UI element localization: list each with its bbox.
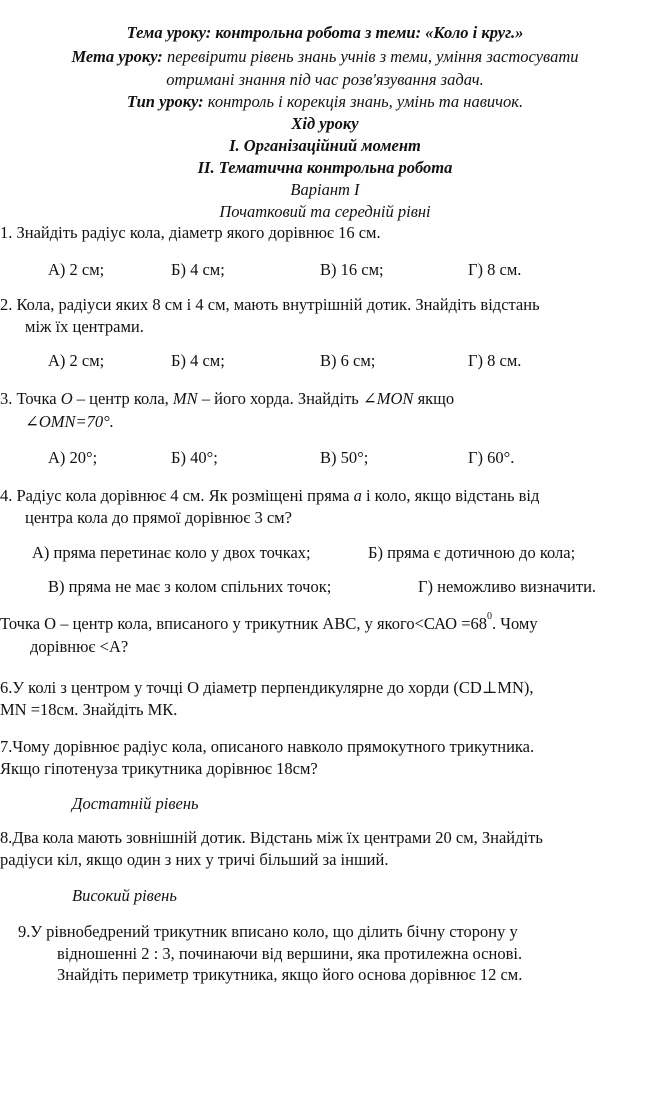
- task-4-option-c: В) пряма не має з колом спільних точок;: [48, 577, 332, 596]
- task-2-text-1: 2. Кола, радіуси яких 8 см і 4 см, мають внутрішній дотик. Знайдіть відстань: [0, 295, 540, 314]
- topic-text: контрольна робота з теми: «Коло і круг.»: [215, 23, 524, 42]
- goal-text-1: перевірити рівень знань учнів з теми, уміння застосувати: [166, 47, 579, 66]
- task-4-part-a: 4. Радіус кола дорівнює 4 см. Як розміщені пряма: [0, 486, 354, 505]
- task-4-option-b: Б) пряма є дотичною до кола;: [368, 543, 576, 562]
- goal-label: Мета уроку:: [71, 47, 163, 66]
- task-4-option-a: А) пряма перетинає коло у двох точках;: [32, 543, 311, 562]
- task-3-option-b: Б) 40°;: [171, 448, 218, 467]
- course-heading: Хід уроку: [291, 114, 359, 133]
- task-5-text-2: дорівнює <А?: [30, 637, 129, 656]
- task-4-line-a: а: [353, 486, 362, 505]
- task-9-text-2: відношенні 2 : 3, починаючи від вершини, яка протилежна основі.: [57, 944, 523, 963]
- task-3-part-a: 3. Точка: [0, 389, 61, 408]
- task-6-text-2: MN =18см. Знайдіть МК.: [0, 700, 178, 719]
- task-3-point-o: О: [60, 389, 73, 408]
- lesson-goal: [0, 46, 650, 67]
- task-1-option-a: А) 2 см;: [48, 260, 105, 279]
- task-3-option-a: А) 20°;: [48, 448, 98, 467]
- task-4-text-1: [0, 485, 539, 506]
- task-3-option-c: В) 50°;: [320, 448, 369, 467]
- topic-label: Тема уроку:: [126, 23, 212, 42]
- lesson-topic: [0, 22, 650, 43]
- task-2-text-2: між їх центрами.: [25, 317, 144, 336]
- type-label: Тип уроку:: [126, 92, 204, 111]
- task-2-option-c: В) 6 см;: [320, 351, 376, 370]
- lesson-type: [0, 91, 650, 112]
- level-2-heading: Достатній рівень: [72, 794, 199, 813]
- task-2-option-b: Б) 4 см;: [171, 351, 225, 370]
- task-9-text-1: 9.У рівнобедрений трикутник вписано коло, що ділить бічну сторону у: [18, 922, 518, 941]
- task-8-text-1: 8.Два кола мають зовнішній дотик. Відстань між їх центрами 20 см, Знайдіть: [0, 828, 543, 847]
- task-3-option-d: Г) 60°.: [468, 448, 515, 467]
- task-3-text-1: [0, 388, 454, 409]
- task-3-text-2: ∠OMN=70°.: [25, 412, 114, 431]
- task-1-option-c: В) 16 см;: [320, 260, 384, 279]
- task-3-part-e: – його хорда. Знайдіть ∠: [197, 389, 377, 408]
- goal-text-2: отримані знання під час розв'язування задач.: [166, 70, 484, 89]
- task-5-text-1: [0, 613, 538, 634]
- task-8-text-2: радіуси кіл, якщо один з них у тричі більший за інший.: [0, 850, 389, 869]
- task-2-option-d: Г) 8 см.: [468, 351, 522, 370]
- task-5-part-a: Точка О – центр кола, вписаного у трикутник АВС, у якого<САО =68: [0, 614, 488, 633]
- task-9-text-3: Знайдіть периметр трикутника, якщо його основа дорівнює 12 см.: [57, 965, 523, 984]
- variant-heading: Варіант І: [290, 180, 360, 199]
- task-4-option-d: Г) неможливо визначити.: [418, 577, 597, 596]
- level-heading: Початковий та середній рівні: [219, 202, 431, 221]
- task-6-text-1: 6.У колі з центром у точці О діаметр перпендикулярне до хорди (CD⊥MN),: [0, 678, 534, 697]
- task-1-text: 1. Знайдіть радіус кола, діаметр якого дорівнює 16 см.: [0, 223, 381, 242]
- task-3-part-c: – центр кола,: [72, 389, 173, 408]
- task-1-option-b: Б) 4 см;: [171, 260, 225, 279]
- task-1-option-d: Г) 8 см.: [468, 260, 522, 279]
- section-heading-1: І. Організаційний момент: [229, 136, 421, 155]
- task-7-text-2: Якщо гіпотенуза трикутника дорівнює 18см?: [0, 759, 318, 778]
- task-7-text-1: 7.Чому дорівнює радіус кола, описаного навколо прямокутного трикутника.: [0, 737, 535, 756]
- task-3-chord: MN: [172, 389, 198, 408]
- task-4-part-c: і коло, якщо відстань від: [361, 486, 540, 505]
- task-3-part-g: якщо: [413, 389, 455, 408]
- type-text: контроль і корекція знань, умінь та навичок.: [207, 92, 524, 111]
- section-heading-2: ІІ. Тематична контрольна робота: [197, 158, 453, 177]
- task-4-text-2: центра кола до прямої дорівнює 3 см?: [25, 508, 292, 527]
- task-2-option-a: А) 2 см;: [48, 351, 105, 370]
- task-5-degree: 0: [487, 611, 493, 622]
- task-3-angle: MON: [376, 389, 414, 408]
- task-5-part-b: . Чому: [492, 614, 538, 633]
- level-3-heading: Високий рівень: [72, 886, 177, 905]
